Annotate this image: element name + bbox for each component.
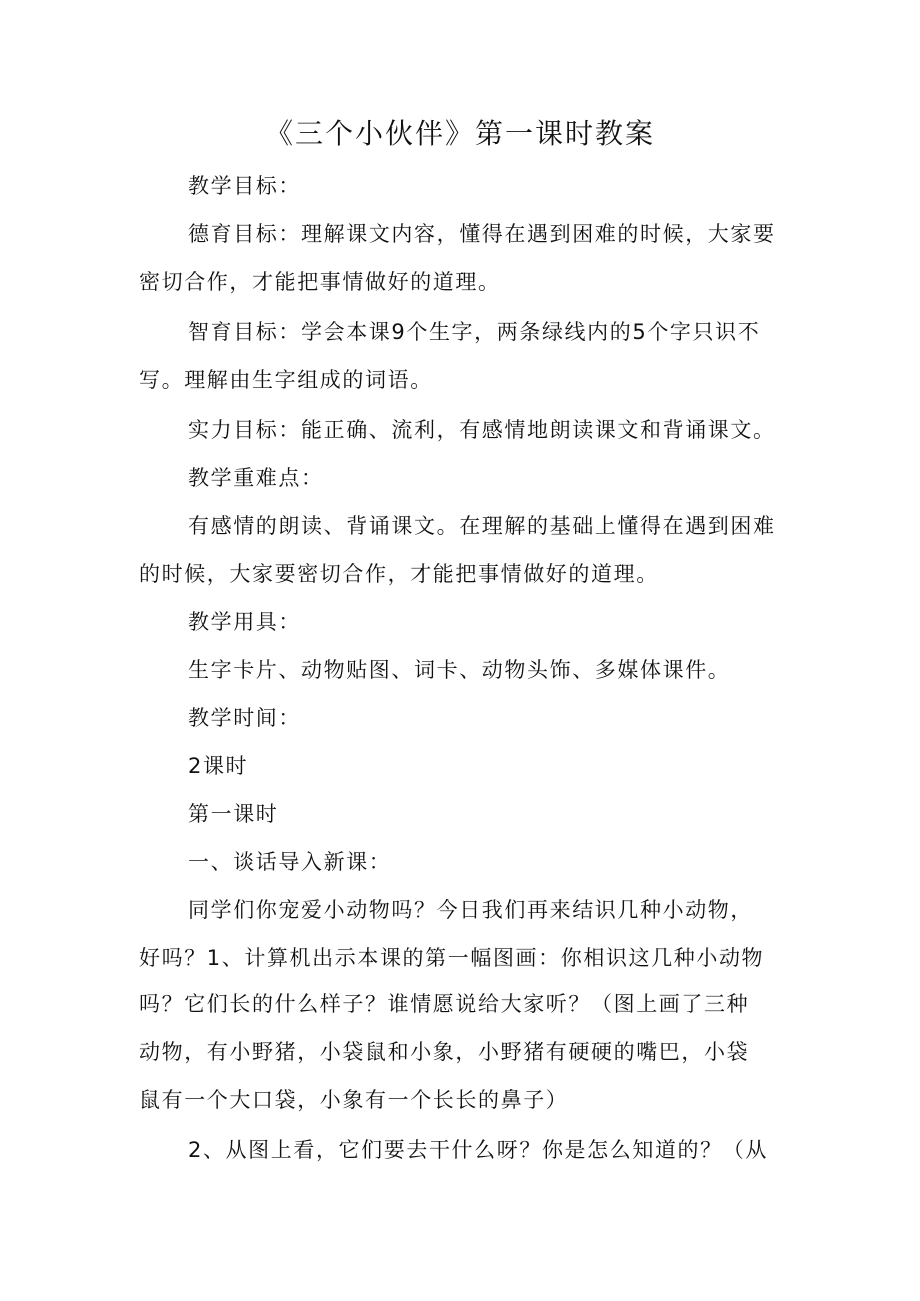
heading-teaching-goals: 教学目标： — [188, 174, 301, 198]
intellectual-goal-line-1: 智育目标：学会本课9个生字，两条绿线内的5个字只识不 — [188, 320, 761, 344]
intro-paragraph-line-4: 动物，有小野猪，小袋鼠和小象，小野猪有硬硬的嘴巴，小袋 — [139, 1040, 750, 1064]
teaching-tools-line: 生字卡片、动物贴图、词卡、动物头饰、多媒体课件。 — [188, 658, 731, 682]
heading-teaching-time: 教学时间： — [188, 706, 301, 730]
teaching-time-value: 2课时 — [188, 754, 249, 778]
first-lesson-heading: 第一课时 — [188, 802, 279, 826]
intro-paragraph-line-2: 好吗？1、计算机出示本课的第一幅图画：你相识这几种小动物 — [139, 946, 765, 970]
section-heading-intro: 一、谈话导入新课： — [188, 850, 392, 874]
intro-paragraph-line-1: 同学们你宠爱小动物吗？今日我们再来结识几种小动物， — [188, 898, 753, 922]
intellectual-goal-line-2: 写。理解由生字组成的词语。 — [139, 368, 433, 392]
intro-paragraph-line-3: 吗？它们长的什么样子？谁情愿说给大家听？（图上画了三种 — [139, 992, 750, 1016]
key-points-line-2: 的时候，大家要密切合作，才能把事情做好的道理。 — [139, 562, 659, 586]
heading-teaching-tools: 教学用具： — [188, 610, 301, 634]
moral-goal-line-1: 德育目标：理解课文内容，懂得在遇到困难的时候，大家要 — [188, 222, 776, 246]
page-title: 《三个小伙伴》第一课时教案 — [264, 117, 655, 150]
moral-goal-line-2: 密切合作，才能把事情做好的道理。 — [139, 270, 501, 294]
intro-paragraph-line-5: 鼠有一个大口袋，小象有一个长长的鼻子） — [139, 1088, 569, 1112]
ability-goal-line: 实力目标：能正确、流利，有感情地朗读课文和背诵课文。 — [188, 418, 776, 442]
heading-key-points: 教学重难点： — [188, 466, 324, 490]
key-points-line-1: 有感情的朗读、背诵课文。在理解的基础上懂得在遇到困难 — [188, 514, 776, 538]
question-2-line: 2、从图上看，它们要去干什么呀？你是怎么知道的？（从 — [188, 1138, 768, 1162]
